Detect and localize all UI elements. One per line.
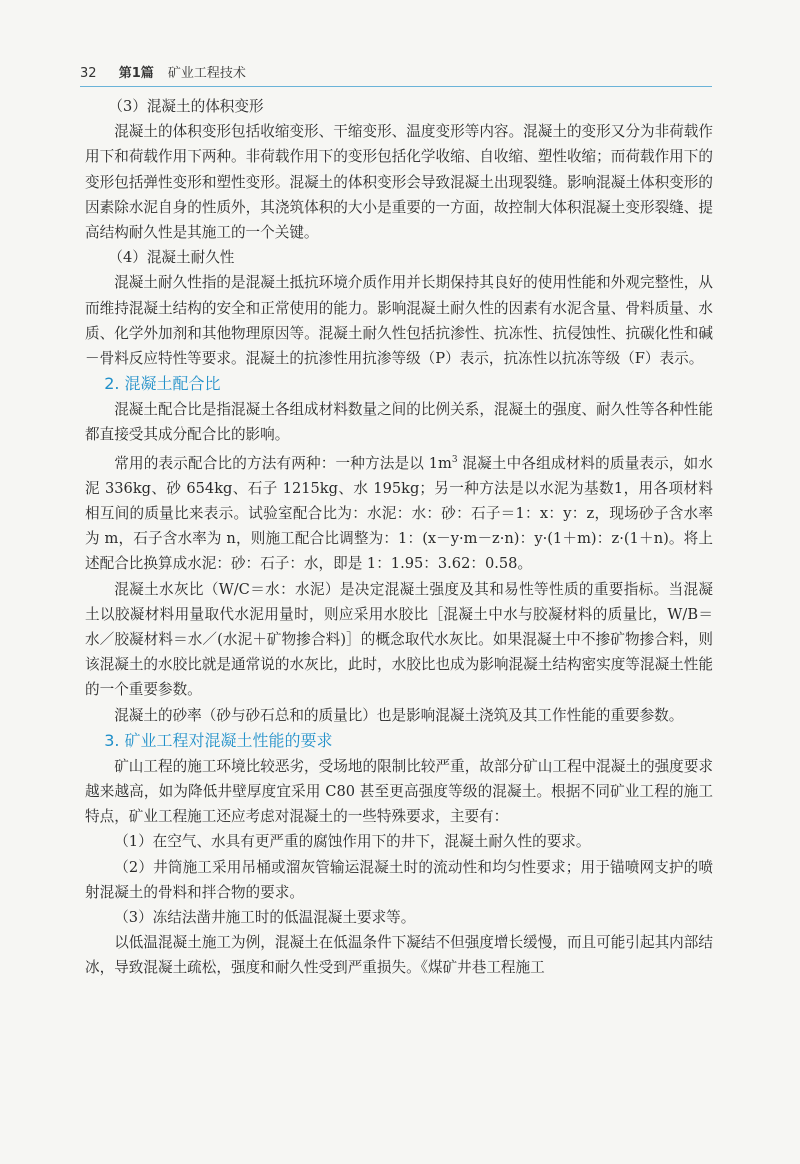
- list-item-2: （2）井筒施工采用吊桶或溜灰管输运混凝土时的流动性和均匀性要求；用于锚喷网支护的喷射混凝土的骨料和拌合物的要求。: [85, 858, 713, 901]
- section-heading-mix-ratio: 2. 混凝土配合比: [104, 374, 221, 394]
- section-heading-mining-requirements: 3. 矿业工程对混凝土性能的要求: [104, 730, 333, 750]
- header-title: 矿业工程技术: [167, 66, 246, 81]
- paragraph-mix-ratio-definition: 混凝土配合比是指混凝土各组成材料数量之间的比例关系，混凝土的强度、耐久性等各种性能都直接受其成分配合比的影响。: [85, 401, 713, 444]
- paragraph-water-cement-ratio: 混凝土水灰比（W/C＝水：水泥）是决定混凝土强度及其和易性等性质的重要指标。当混凝土以胶凝材料用量取代水泥用量时，则应采用水胶比［混凝土中水与胶凝材料的质量比，W/B＝水／胶凝材料＝水／(水泥＋矿物掺合料)］的概念取代水灰比。如果混凝土中不掺矿物掺合料，则该混凝土的水胶比就是通常说的水灰比，此时，水胶比也成为影响混凝土结构密实度等混凝土性能的一个重要参数。: [85, 580, 713, 699]
- header-rule: [80, 86, 712, 87]
- part-label: 第1篇: [118, 66, 154, 81]
- mix-ratio-text-a: 常用的表示配合比的方法有两种：一种方法是以 1m: [114, 454, 452, 472]
- subsection-heading-volume-deformation: （3）混凝土的体积变形: [108, 98, 264, 115]
- subsection-heading-durability: （4）混凝土耐久性: [108, 249, 235, 267]
- paragraph-durability: 混凝土耐久性指的是混凝土抵抗环境介质作用并长期保持其良好的使用性能和外观完整性，从而维持混凝土结构的安全和正常使用的能力。影响混凝土耐久性的因素有水泥含量、骨料质量、水质、化学外加剂和其他物理原因等。混凝土耐久性包括抗渗性、抗冻性、抗侵蚀性、抗碳化性和碱－骨料反应特性等要求。混凝土的抗渗性用抗渗等级（P）表示，抗冻性以抗冻等级（F）表示。: [85, 274, 713, 368]
- paragraph-sand-ratio: 混凝土的砂率（砂与砂石总和的质量比）也是影响混凝土浇筑及其工作性能的重要参数。: [114, 706, 684, 724]
- list-item-3: （3）冻结法凿井施工时的低温混凝土要求等。: [114, 908, 416, 926]
- running-header: [80, 62, 712, 84]
- paragraph-volume-deformation: 混凝土的体积变形包括收缩变形、干缩变形、温度变形等内容。混凝土的变形又分为非荷载作用下和荷载作用下两种。非荷载作用下的变形包括化学收缩、自收缩、塑性收缩；而荷载作用下的变形包括弹性变形和塑性变形。混凝土的体积变形会导致混凝土出现裂缝。影响混凝土体积变形的因素除水泥自身的性质外，其浇筑体积的大小是重要的一方面，故控制大体积混凝土变形裂缝、提高结构耐久性是其施工的一个关键。: [85, 123, 713, 242]
- paragraph-low-temperature: 以低温混凝土施工为例，混凝土在低温条件下凝结不但强度增长缓慢，而且可能引起其内部结冰，导致混凝土疏松，强度和耐久性受到严重损失。《煤矿井巷工程施工: [85, 934, 713, 977]
- page-number: 32: [80, 66, 97, 81]
- paragraph-mix-ratio-methods: [85, 448, 713, 577]
- cubic-superscript: 3: [451, 454, 458, 465]
- paragraph-mining-environment: 矿山工程的施工环境比较恶劣，受场地的限制比较严重，故部分矿山工程中混凝土的强度要求越来越高，如为降低井壁厚度宜采用 C80 甚至更高强度等级的混凝土。根据不同矿业工程的施工特点，矿业工程施工还应考虑对混凝土的一些特殊要求，主要有：: [85, 757, 713, 826]
- body-text: [85, 94, 713, 981]
- mix-ratio-text-b: 混凝土中各组成材料的质量表示，如水泥 336kg、砂 654kg、石子 1215kg、水 195kg；另一种方法是以水泥为基数1，用各项材料相互间的质量比来表示。试验室配合比为：水泥：水：砂：石子＝1：x：y：z，现场砂子含水率为 m，石子含水率为 n，则施工配合比调整为：1：(x－y·m－z·n)：y·(1＋m)：z·(1＋n)。将上述配合比换算成水泥：砂：石子：水，即是 1：1.95：3.62：0.58。: [85, 454, 714, 573]
- list-item-1: （1）在空气、水具有更严重的腐蚀作用下的井下，混凝土耐久性的要求。: [114, 833, 591, 851]
